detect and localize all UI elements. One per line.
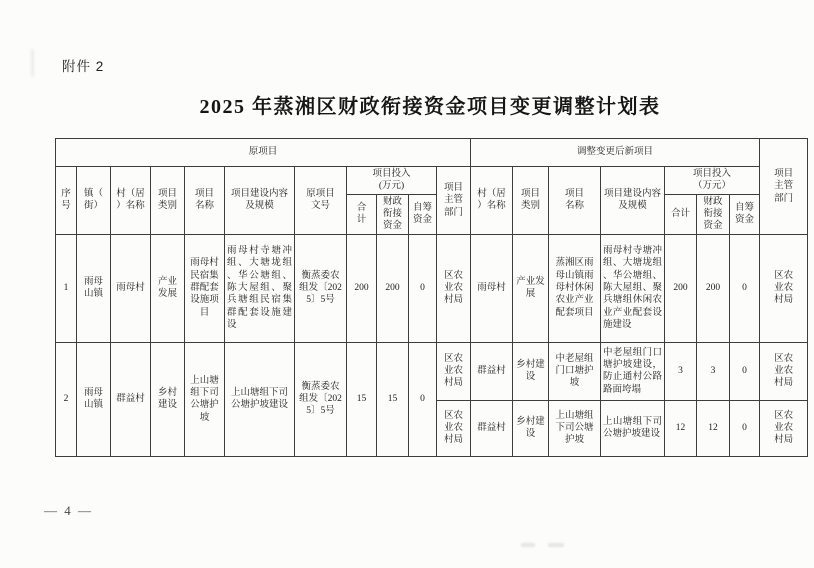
cell-adj-fiscal: 12	[697, 400, 730, 456]
cell-fiscal: 15	[377, 342, 409, 456]
cell-self: 0	[409, 234, 437, 342]
col-name-adjusted: 项目名称	[549, 167, 601, 235]
cell-adj-total: 200	[665, 234, 697, 342]
cell-adj-category: 乡村建设	[513, 400, 549, 456]
cell-adj-self: 0	[730, 400, 760, 456]
cell-content: 上山塘组下司公塘护坡建设	[225, 342, 295, 456]
cell-adj-category: 乡村建设	[513, 342, 549, 400]
cell-category: 产业发展	[151, 234, 185, 342]
cell-name: 雨母村民宿集群配套设施项目	[185, 234, 225, 342]
cell-adj-village: 群益村	[471, 342, 513, 400]
col-content-original: 项目建设内容及规模	[225, 167, 295, 235]
col-dept-original: 项目主管部门	[437, 167, 471, 235]
col-total-original: 合计	[347, 194, 377, 234]
cell-orig-dept: 区农业农村局	[437, 342, 471, 400]
cell-adj-name: 上山塘组下司公塘护坡	[549, 400, 601, 456]
header-label-row	[56, 167, 808, 195]
cell-village: 雨母村	[111, 234, 151, 342]
cell-adj-village: 雨母村	[471, 234, 513, 342]
col-total-adjusted: 合计	[665, 194, 697, 234]
cell-adj-total: 3	[665, 342, 697, 400]
col-fiscal-adjusted: 财政衔接资金	[697, 194, 730, 234]
cell-adj-self: 0	[730, 342, 760, 400]
cell-adj-fiscal: 3	[697, 342, 730, 400]
cell-adj-fiscal: 200	[697, 234, 730, 342]
cell-adj-total: 12	[665, 400, 697, 456]
col-dept-adjusted: 项目主管部门	[760, 139, 808, 235]
invest-label-line2: (万元)	[378, 181, 405, 192]
cell-name: 上山塘组下司公塘护坡	[185, 342, 225, 456]
col-self-adjusted: 自筹资金	[730, 194, 760, 234]
col-invest-adjusted	[665, 167, 760, 195]
table-row-1	[56, 234, 808, 342]
cell-total: 200	[347, 234, 377, 342]
cell-adj-dept: 区农业农村局	[760, 400, 808, 456]
col-content-adjusted: 项目建设内容及规模	[601, 167, 665, 235]
group-original-project: 原项目	[56, 139, 471, 167]
cell-adj-content: 雨母村寺塘冲组、大塘垅组、华公塘组、陈大屋组、聚兵塘组休闲农业产业配套设施建设	[601, 234, 665, 342]
cell-town: 雨母山镇	[77, 342, 111, 456]
cell-adj-category: 产业发展	[513, 234, 549, 342]
invest-adj-label-line1: 项目投入	[693, 169, 732, 179]
attachment-label: 附件 2	[62, 59, 105, 74]
group-adjusted-project: 调整变更后新项目	[471, 139, 760, 167]
cell-adj-content: 中老屋组门口塘护坡建设，防止通村公路路面垮塌	[601, 342, 665, 400]
cell-fiscal: 200	[377, 234, 409, 342]
cell-adj-dept: 区农业农村局	[760, 342, 808, 400]
col-village-original: 村（居）名称	[111, 167, 151, 235]
cell-doc: 衡蒸委农组发〔2025〕5号	[295, 342, 347, 456]
table-row-2a	[56, 342, 808, 400]
col-name-original: 项目名称	[185, 167, 225, 235]
cell-self: 0	[409, 342, 437, 456]
col-seq: 序号	[56, 167, 77, 235]
document-title: 2025 年蒸湘区财政衔接资金项目变更调整计划表	[199, 96, 661, 118]
col-category-original: 项目类别	[151, 167, 185, 235]
invest-label-line1: 项目投入	[372, 169, 411, 179]
cell-seq: 2	[56, 342, 77, 456]
col-town: 镇（街）	[77, 167, 111, 235]
col-doc-number: 原项目文号	[295, 167, 347, 235]
scan-artifact	[31, 49, 34, 77]
cell-doc: 衡蒸委农组发〔2025〕5号	[295, 234, 347, 342]
scan-artifact	[548, 543, 564, 547]
cell-town: 雨母山镇	[77, 234, 111, 342]
header-group-row	[56, 139, 808, 167]
cell-orig-dept: 区农业农村局	[437, 234, 471, 342]
cell-orig-dept: 区农业农村局	[437, 400, 471, 456]
cell-seq: 1	[56, 234, 77, 342]
plan-table-wrapper	[55, 138, 808, 457]
cell-adj-name: 蒸湘区雨母山镇雨母村休闲农业产业配套项目	[549, 234, 601, 342]
scan-artifact	[521, 543, 535, 547]
col-village-adjusted: 村（居）名称	[471, 167, 513, 235]
cell-adj-name: 中老屋组门口塘护坡	[549, 342, 601, 400]
plan-table	[55, 138, 808, 457]
col-invest-original	[347, 167, 437, 195]
col-fiscal-original: 财政衔接资金	[377, 194, 409, 234]
cell-content: 雨母村寺塘冲组、大塘垅组、华公塘组、陈大屋组、聚兵塘组民宿集群配套设施建设	[225, 234, 295, 342]
page-number: — 4 —	[44, 503, 93, 518]
cell-village: 群益村	[111, 342, 151, 456]
cell-adj-self: 0	[730, 234, 760, 342]
cell-category: 乡村建设	[151, 342, 185, 456]
invest-adj-label-line2: （万元）	[693, 181, 732, 192]
cell-adj-dept: 区农业农村局	[760, 234, 808, 342]
cell-adj-content: 上山塘组下司公塘护坡建设	[601, 400, 665, 456]
col-category-adjusted: 项目类别	[513, 167, 549, 235]
cell-total: 15	[347, 342, 377, 456]
col-self-original: 自筹资金	[409, 194, 437, 234]
cell-adj-village: 群益村	[471, 400, 513, 456]
